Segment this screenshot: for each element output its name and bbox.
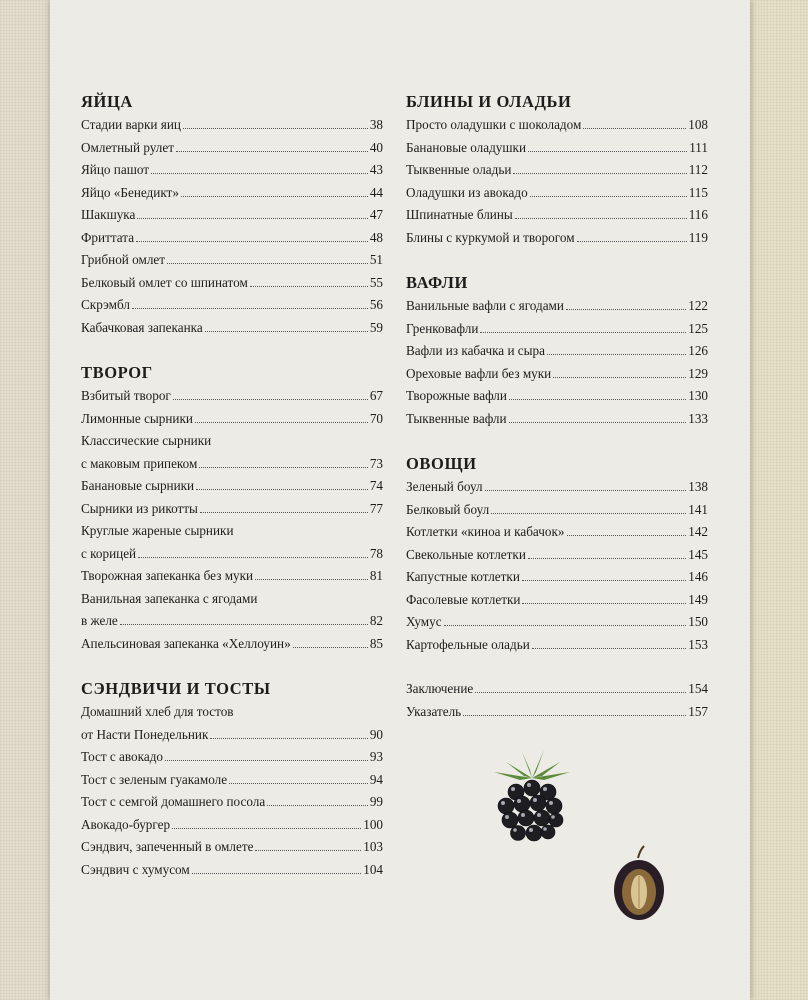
toc-entry-line: Круглые жареные сырники xyxy=(81,523,234,538)
dot-leader xyxy=(173,398,368,400)
toc-entry[interactable] xyxy=(81,272,383,295)
dot-leader xyxy=(293,646,368,648)
dot-leader xyxy=(138,556,368,558)
toc-entry-title: Яйцо пашот xyxy=(81,162,150,177)
dot-leader xyxy=(167,262,368,264)
toc-entry[interactable] xyxy=(81,498,383,521)
dot-leader xyxy=(267,804,368,806)
toc-entry-title: Творожная запеканка без муки xyxy=(81,568,254,583)
dot-leader xyxy=(195,421,368,423)
toc-entry-page: 82 xyxy=(369,613,383,628)
dot-leader xyxy=(553,376,686,378)
toc-entry-page: 59 xyxy=(369,319,383,335)
toc-entry-title: Оладушки из авокадо xyxy=(406,184,528,200)
toc-entry[interactable] xyxy=(406,385,708,408)
toc-entry-title: Сэндвич, запеченный в омлете xyxy=(81,839,254,854)
toc-entry[interactable] xyxy=(81,204,383,227)
book-cover-right xyxy=(746,0,808,1000)
toc-entry-page: 48 xyxy=(369,229,383,245)
plum-icon xyxy=(610,844,668,924)
toc-entry[interactable] xyxy=(81,791,383,814)
toc-entry-title: Капустные котлетки xyxy=(406,569,520,584)
toc-entry-page: 129 xyxy=(688,365,708,381)
toc-entry-title: Тост с семгой домашнего посола xyxy=(81,794,266,809)
dot-leader xyxy=(183,127,368,129)
toc-entry[interactable] xyxy=(406,476,708,499)
toc-entry-title: Сэндвич с хумусом xyxy=(81,861,190,877)
toc-entry-page: 146 xyxy=(688,569,708,584)
toc-entry-page: 81 xyxy=(369,568,383,583)
dot-leader xyxy=(522,602,686,604)
toc-entry-page: 138 xyxy=(688,479,708,494)
toc-entry[interactable] xyxy=(406,701,708,724)
dot-leader xyxy=(509,421,687,423)
toc-entry[interactable] xyxy=(406,182,708,205)
toc-entry-title: Картофельные оладьи xyxy=(406,636,530,652)
toc-entry-page: 154 xyxy=(688,681,708,696)
toc-entry-title: Указатель xyxy=(406,703,462,719)
toc-entry-page: 55 xyxy=(369,274,383,290)
toc-entry[interactable] xyxy=(406,408,708,431)
toc-entry-page: 126 xyxy=(688,343,708,358)
dot-leader xyxy=(255,849,361,851)
toc-entry-title: Котлетки «киноа и кабачок» xyxy=(406,524,565,539)
toc-entry-title: Ванильные вафли с ягодами xyxy=(406,298,564,313)
toc-entry-title: Шпинатные блины xyxy=(406,207,513,222)
dot-leader xyxy=(196,488,368,490)
toc-entry[interactable] xyxy=(406,340,708,363)
dot-leader xyxy=(205,330,368,332)
dot-leader xyxy=(532,647,686,649)
toc-entry-title: Грибной омлет xyxy=(81,252,166,267)
toc-entry-page: 67 xyxy=(369,388,383,403)
toc-entry[interactable] xyxy=(81,453,383,476)
dot-leader xyxy=(485,489,687,491)
dot-leader xyxy=(509,398,686,400)
toc-entry-page: 111 xyxy=(689,139,708,155)
toc-section xyxy=(406,90,708,249)
toc-entry[interactable] xyxy=(406,137,708,160)
toc-entry[interactable] xyxy=(81,317,383,340)
dot-leader xyxy=(528,557,686,559)
toc-entry-title: Кабачковая запеканка xyxy=(81,319,203,335)
dot-leader xyxy=(192,872,361,874)
toc-left-column xyxy=(81,90,383,903)
toc-entry[interactable] xyxy=(81,475,383,498)
toc-entry-title: с корицей xyxy=(81,545,137,561)
dot-leader xyxy=(229,782,368,784)
section-title: ТВОРОГ xyxy=(81,363,153,382)
toc-entry-page: 99 xyxy=(369,794,383,809)
toc-entry-page: 119 xyxy=(688,229,708,245)
toc-entry-title: Вафли из кабачка и сыра xyxy=(406,343,545,358)
dot-leader xyxy=(151,172,368,174)
toc-entry-title: с маковым припеком xyxy=(81,455,198,471)
toc-entry[interactable] xyxy=(406,678,708,701)
toc-entry-page: 100 xyxy=(363,816,383,832)
section-title: СЭНДВИЧИ И ТОСТЫ xyxy=(81,679,271,698)
toc-section xyxy=(406,452,708,656)
toc-entry-page: 90 xyxy=(369,726,383,742)
toc-entry-line: Домашний хлеб для тостов xyxy=(81,704,234,719)
toc-entry-page: 104 xyxy=(363,861,383,877)
toc-end-entries xyxy=(406,678,708,723)
toc-entry-page: 122 xyxy=(688,298,708,313)
toc-entry[interactable] xyxy=(81,114,383,137)
toc-entry-title: Омлетный рулет xyxy=(81,139,174,155)
toc-entry-title: Тост с авокадо xyxy=(81,749,163,764)
dot-leader xyxy=(250,285,368,287)
toc-entry-page: 51 xyxy=(369,252,383,267)
dot-leader xyxy=(210,737,367,739)
toc-entry-page: 130 xyxy=(688,388,708,403)
toc-entry[interactable] xyxy=(406,363,708,386)
toc-entry[interactable] xyxy=(406,227,708,250)
toc-entry[interactable] xyxy=(81,859,383,882)
dot-leader xyxy=(181,195,368,197)
dot-leader xyxy=(132,307,368,309)
toc-entry-title: Тост с зеленым гуакамоле xyxy=(81,771,228,787)
toc-entry-title: Апельсиновая запеканка «Хеллоуин» xyxy=(81,635,291,651)
toc-entry[interactable] xyxy=(81,294,383,317)
dot-leader xyxy=(172,827,361,829)
toc-entry-page: 125 xyxy=(688,320,708,336)
toc-entry[interactable] xyxy=(81,408,383,431)
toc-entry[interactable] xyxy=(81,633,383,656)
dot-leader xyxy=(513,172,686,174)
toc-entry-page: 150 xyxy=(688,614,708,629)
toc-entry[interactable] xyxy=(406,204,708,227)
toc-entry-title: Яйцо «Бенедикт» xyxy=(81,184,179,200)
toc-entry-page: 77 xyxy=(369,500,383,516)
toc-entry-title: Просто оладушки с шоколадом xyxy=(406,117,582,132)
toc-entry-title: Зеленый боул xyxy=(406,479,483,494)
toc-entry-page: 43 xyxy=(369,162,383,177)
toc-entry-title: Белковый омлет со шпинатом xyxy=(81,274,248,290)
dot-leader xyxy=(200,511,368,513)
toc-entry-title: Сырники из рикотты xyxy=(81,500,198,516)
toc-section xyxy=(81,90,383,339)
toc-entry-page: 56 xyxy=(369,297,383,312)
dot-leader xyxy=(522,579,686,581)
toc-entry-title: Банановые оладушки xyxy=(406,139,527,155)
toc-entry[interactable] xyxy=(406,611,708,634)
dot-leader xyxy=(515,217,687,219)
dot-leader xyxy=(547,353,686,355)
toc-entry[interactable] xyxy=(81,769,383,792)
toc-entry-title: Свекольные котлетки xyxy=(406,546,526,562)
toc-entry-page: 47 xyxy=(369,207,383,222)
toc-entry-title: Блины с куркумой и творогом xyxy=(406,229,575,245)
toc-entry-page: 157 xyxy=(688,703,708,719)
toc-entry-title: Лимонные сырники xyxy=(81,410,193,426)
toc-entry[interactable] xyxy=(81,724,383,747)
toc-entry[interactable] xyxy=(81,836,383,859)
toc-entry-title: Банановые сырники xyxy=(81,478,195,493)
toc-entry-title: Тыквенные оладьи xyxy=(406,162,512,177)
toc-entry-page: 103 xyxy=(363,839,383,854)
dot-leader xyxy=(528,150,687,152)
toc-entry-page: 133 xyxy=(688,410,708,426)
toc-entry-page: 70 xyxy=(369,410,383,426)
toc-entry-title: Белковый боул xyxy=(406,501,490,517)
toc-entry-page: 149 xyxy=(688,591,708,607)
toc-entry[interactable] xyxy=(406,634,708,657)
toc-entry[interactable] xyxy=(81,159,383,182)
dot-leader xyxy=(255,578,368,580)
toc-entry-title: Фриттата xyxy=(81,229,135,245)
toc-entry[interactable] xyxy=(406,544,708,567)
book-cover-left xyxy=(0,0,52,1000)
toc-entry-page: 145 xyxy=(688,546,708,562)
toc-entry[interactable] xyxy=(406,159,708,182)
dot-leader xyxy=(136,240,368,242)
toc-entry-title: Тыквенные вафли xyxy=(406,410,507,426)
blackberry-icon xyxy=(486,748,578,848)
dot-leader xyxy=(137,217,367,219)
toc-entry-page: 73 xyxy=(369,455,383,471)
toc-entry[interactable] xyxy=(81,543,383,566)
toc-entry[interactable] xyxy=(406,318,708,341)
toc-entry-title: Творожные вафли xyxy=(406,388,507,403)
toc-entry[interactable] xyxy=(81,227,383,250)
toc-entry-page: 153 xyxy=(688,636,708,652)
toc-entry[interactable] xyxy=(81,182,383,205)
toc-entry-page: 93 xyxy=(369,749,383,764)
toc-entry-page: 38 xyxy=(369,117,383,132)
toc-section xyxy=(81,361,383,655)
toc-entry[interactable] xyxy=(406,521,708,544)
toc-entry-page: 94 xyxy=(369,771,383,787)
dot-leader xyxy=(530,195,687,197)
toc-entry[interactable] xyxy=(81,385,383,408)
toc-section xyxy=(81,677,383,881)
toc-entry-title: в желе xyxy=(81,613,118,628)
dot-leader xyxy=(176,150,368,152)
toc-entry-page: 85 xyxy=(369,635,383,651)
toc-entry[interactable] xyxy=(81,137,383,160)
toc-entry-title: Стадии варки яиц xyxy=(81,117,181,132)
dot-leader xyxy=(444,624,687,626)
toc-entry-title: Скрэмбл xyxy=(81,297,130,312)
toc-entry-page: 78 xyxy=(369,545,383,561)
toc-entry-page: 142 xyxy=(688,524,708,539)
toc-entry-title: Шакшука xyxy=(81,207,136,222)
toc-entry-title: Заключение xyxy=(406,681,474,696)
dot-leader xyxy=(491,512,686,514)
dot-leader xyxy=(165,759,368,761)
section-title: ЯЙЦА xyxy=(81,92,133,111)
toc-section xyxy=(406,271,708,430)
toc-entry-line: Ванильная запеканка с ягодами xyxy=(81,590,258,606)
dot-leader xyxy=(567,534,687,536)
toc-entry-page: 40 xyxy=(369,139,383,155)
toc-entry[interactable] xyxy=(81,746,383,769)
toc-entry-page: 44 xyxy=(369,184,383,200)
toc-entry-page: 141 xyxy=(688,501,708,517)
dot-leader xyxy=(463,714,686,716)
toc-entry-page: 74 xyxy=(369,478,383,493)
dot-leader xyxy=(566,308,686,310)
dot-leader xyxy=(577,240,687,242)
toc-entry-title: от Насти Понедельник xyxy=(81,726,209,742)
dot-leader xyxy=(475,691,686,693)
dot-leader xyxy=(583,127,686,129)
toc-entry-page: 115 xyxy=(688,184,708,200)
section-title: ОВОЩИ xyxy=(406,454,477,473)
toc-entry-title: Хумус xyxy=(406,614,442,629)
toc-entry[interactable] xyxy=(406,499,708,522)
toc-entry[interactable] xyxy=(406,566,708,589)
dot-leader xyxy=(120,623,368,625)
toc-entry[interactable] xyxy=(406,295,708,318)
toc-entry-page: 112 xyxy=(688,162,708,177)
section-title: ВАФЛИ xyxy=(406,273,468,292)
toc-entry[interactable] xyxy=(81,565,383,588)
toc-entry-page: 116 xyxy=(688,207,708,222)
toc-entry-title: Гренковафли xyxy=(406,320,479,336)
toc-entry-title: Ореховые вафли без муки xyxy=(406,365,552,381)
dot-leader xyxy=(480,331,686,333)
toc-entry-line: Классические сырники xyxy=(81,433,212,448)
section-title: БЛИНЫ И ОЛАДЬИ xyxy=(406,92,572,111)
toc-entry-title: Авокадо-бургер xyxy=(81,816,171,832)
toc-entry-page: 108 xyxy=(688,117,708,132)
toc-entry[interactable] xyxy=(81,610,383,633)
toc-entry-title: Фасолевые котлетки xyxy=(406,591,521,607)
toc-entry[interactable] xyxy=(81,814,383,837)
toc-entry[interactable] xyxy=(406,589,708,612)
dot-leader xyxy=(199,466,367,468)
toc-entry[interactable] xyxy=(406,114,708,137)
toc-entry-title: Взбитый творог xyxy=(81,388,171,403)
toc-entry[interactable] xyxy=(81,249,383,272)
toc-right-column xyxy=(406,90,708,745)
